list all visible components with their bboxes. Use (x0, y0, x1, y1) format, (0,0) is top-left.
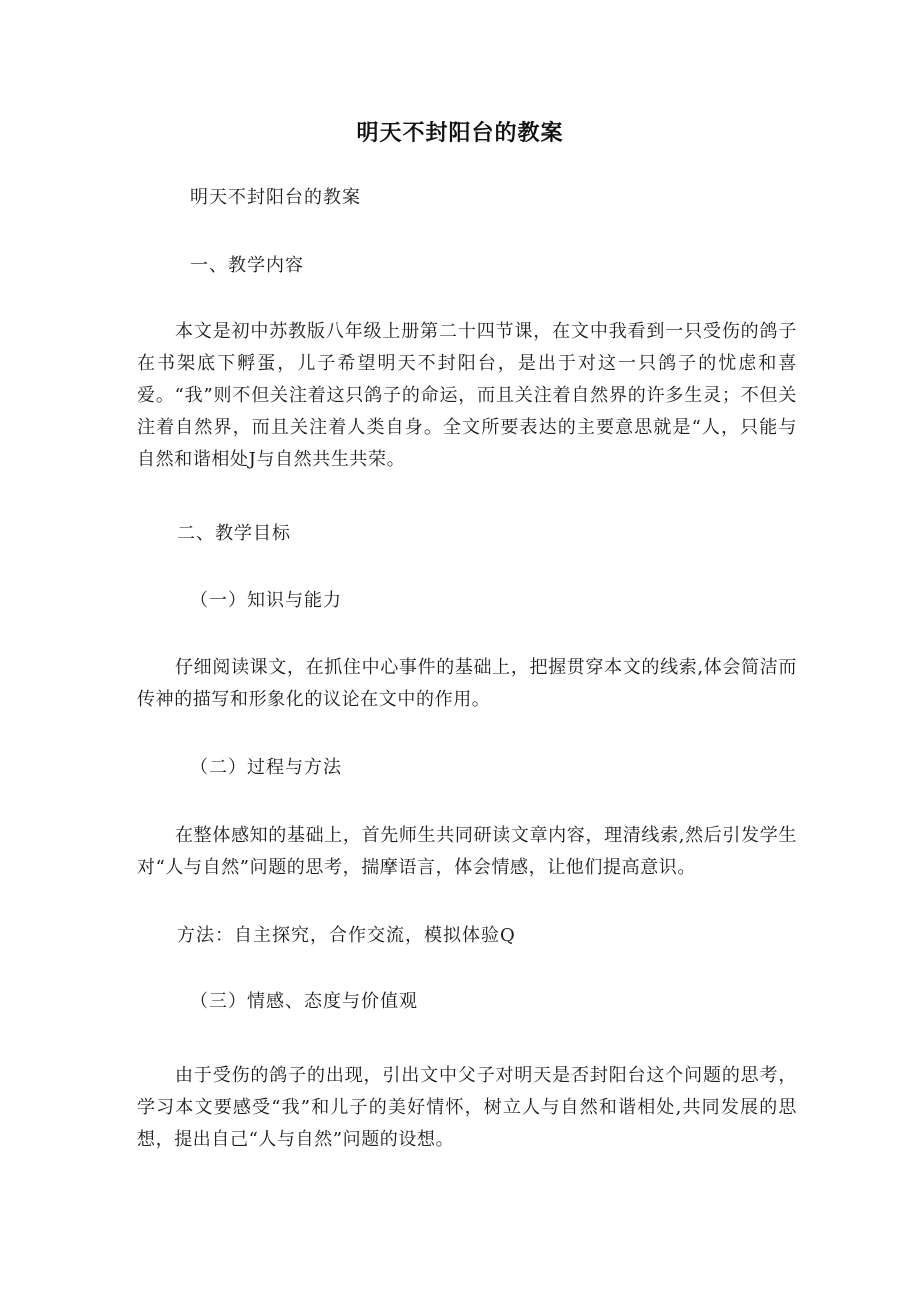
method-line: 方法：自主探究，合作交流，模拟体验Q (177, 925, 516, 946)
paragraph-knowledge-ability: 仔细阅读课文，在抓住中心事件的基础上，把握贯穿本文的线索,体会简洁而传神的描写和形象化的议论在文中的作用。 (137, 657, 797, 710)
subheading-knowledge-ability: （一）知识与能力 (190, 590, 342, 611)
section-heading-teaching-content: 一、教学内容 (190, 255, 304, 276)
document-subtitle: 明天不封阳台的教案 (190, 187, 361, 208)
paragraph-process-method: 在整体感知的基础上，首先师生共同研读文章内容，理清线索,然后引发学生对“人与自然”问题的思考，揣摩语言，体会情感，让他们提高意识。 (137, 825, 797, 878)
paragraph-emotion-values: 由于受伤的鸽子的出现，引出文中父子对明天是否封阳台这个问题的思考，学习本文要感受“我”和儿子的美好情怀，树立人与自然和谐相处,共同发展的思想，提出自己“人与自然”问题的设想。 (137, 1065, 797, 1150)
paragraph-teaching-content: 本文是初中苏教版八年级上册第二十四节课，在文中我看到一只受伤的鸽子在书架底下孵蛋，儿子希望明天不封阳台，是出于对这一只鸽子的忧虑和喜爱。“我”则不但关注着这只鸽子的命运，而且关注着自然界的许多生灵；不但关注着自然界，而且关注着人类自身。全文所要表达的主要意思就是“人，只能与自然和谐相处J与自然共生共荣。 (137, 321, 797, 470)
document-title: 明天不封阳台的教案 (356, 121, 564, 146)
subheading-process-method: （二）过程与方法 (190, 757, 342, 778)
section-heading-teaching-goals: 二、教学目标 (177, 523, 291, 544)
subheading-emotion-values: （三）情感、态度与价值观 (190, 991, 418, 1012)
